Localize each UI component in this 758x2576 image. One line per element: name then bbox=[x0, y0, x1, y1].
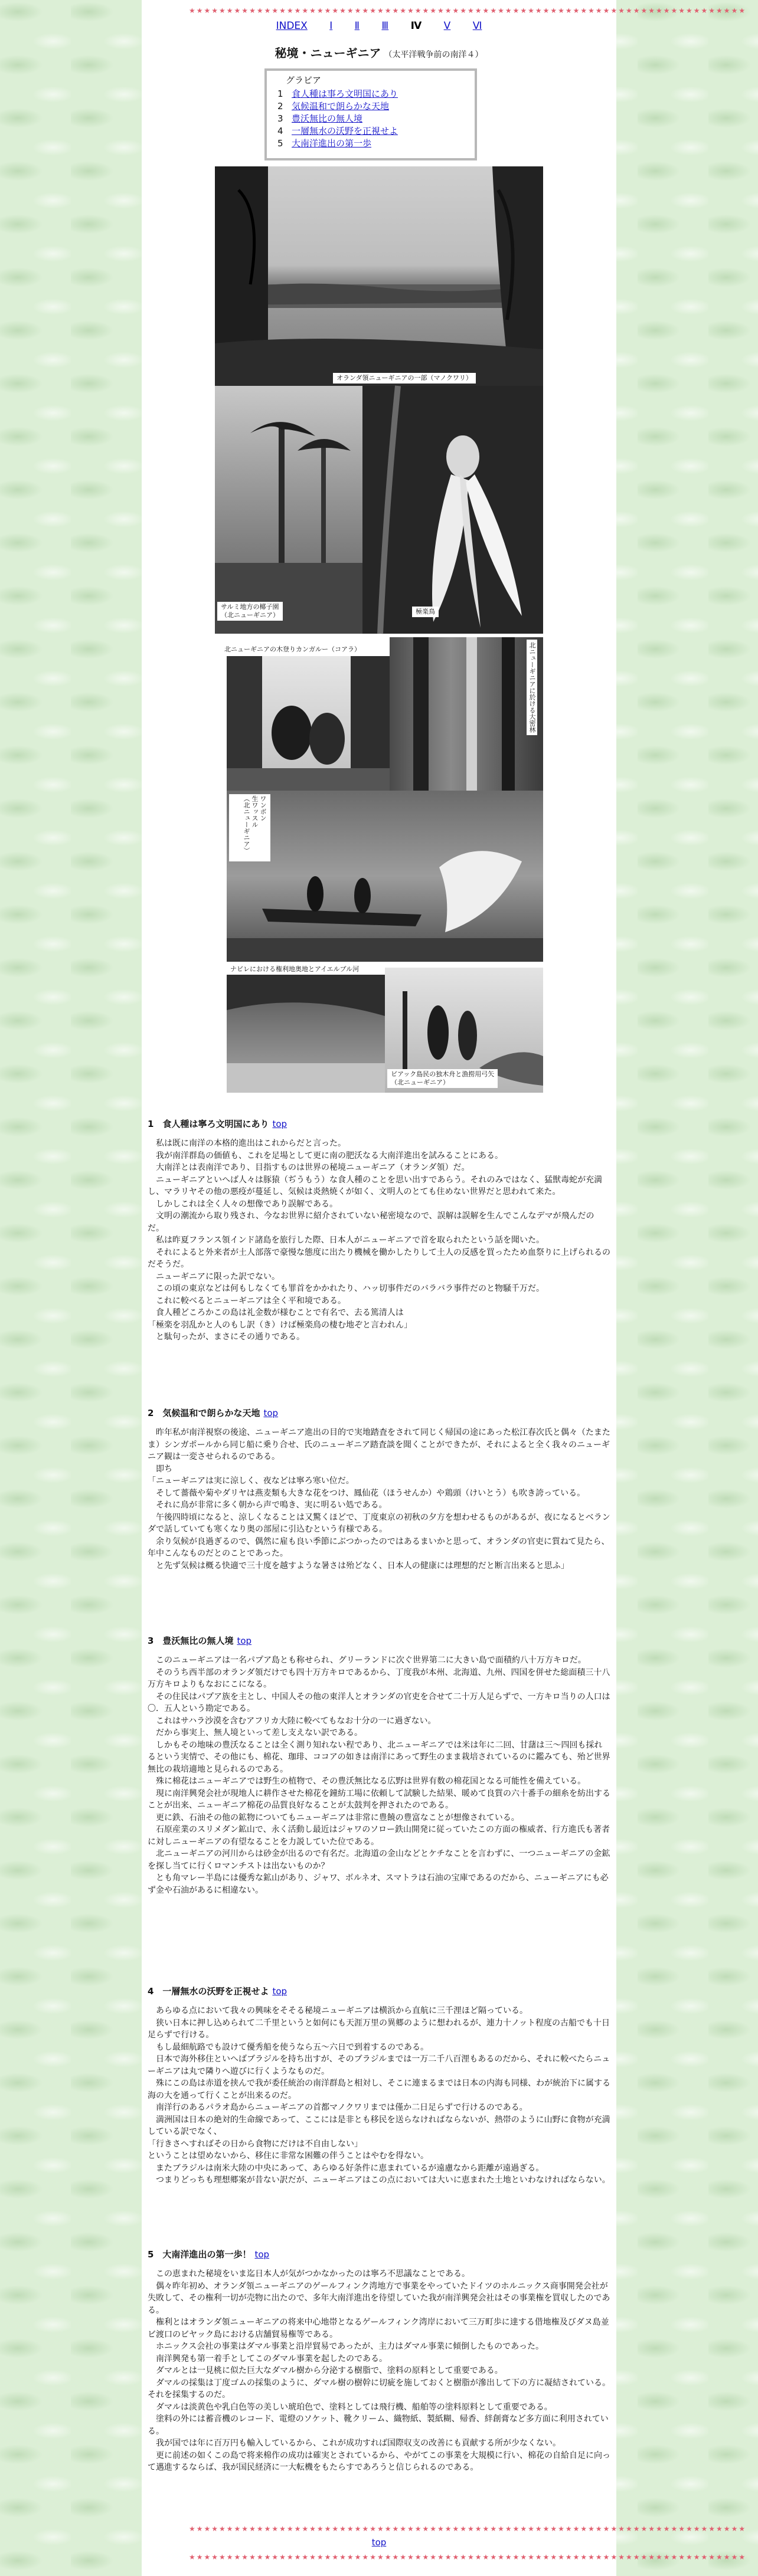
top-link[interactable]: top bbox=[272, 1986, 287, 1997]
paragraph: それに鳥が非常に多く朝から声で鳴き、実に明るい処である。 bbox=[148, 1500, 387, 1510]
paragraph: 「行きさへすればその日から食物にだけは不自由しない」 bbox=[148, 2139, 362, 2149]
page-title bbox=[142, 44, 616, 61]
paragraph: 石原産業のスリメダン鉱山で、永く活動し最近はジャワのソロー鉄山開発に従っていたこの方面の権威者、行方進氏も著者に対しニューギニアの有望なることを力説していた位である。 bbox=[148, 1825, 610, 1847]
photo-canoe-natives bbox=[227, 791, 543, 962]
toc-item bbox=[277, 113, 466, 125]
toc-caption: グラビア bbox=[286, 75, 322, 86]
toc-item bbox=[277, 137, 466, 150]
paragraph: 更に前述の如くこの島で将来棉作の成功は確実とされているから、やがてこの事業を大規模に行い、棉花の自給自足に向って邁進するならば、我が国民経済に一大転機をもたらすであろうと信じられるのである。 bbox=[148, 2450, 610, 2472]
river-photo-art bbox=[227, 975, 385, 1093]
paragraph: 日本で海外移住といへばブラジルを持ち出すが、そのブラジルまでは一万二千八百浬もあるのだから、それに較べたらニューギニアは丸で隣りへ遊びに行くようなものだ。 bbox=[148, 2054, 610, 2076]
section-title: 3 豊沃無比の無人境 bbox=[148, 1636, 234, 1646]
paragraph: 北ニューギニアの河川からは砂金が出るので有名だ。北海道の金山などとケチなことを言わずに、一つニューギニアの金鉱を探し当てに行くロマンチストは出ないものか？ bbox=[148, 1849, 610, 1871]
paragraph: 昨年私が南洋視察の後途、ニューギニア進出の目的で実地踏査をされて同じく帰国の途にあった松江春次氏と偶々（たまたま）シンガポールから同じ船に乗り合せ、氏のニューギニア踏査談を聞くことができたが、それによると全く我々のニューギニア観は一変させられるのである。 bbox=[148, 1428, 610, 1461]
top-link[interactable]: top bbox=[272, 1119, 287, 1129]
paragraph: 文明の潮流から取り残され、今なお世界に紹介されていない秘密境なので、誤解は誤解を生んでこんなデマが飛んだのだ。 bbox=[148, 1211, 594, 1233]
top-link[interactable]: top bbox=[263, 1408, 279, 1418]
photo-palm-plantation bbox=[215, 386, 362, 634]
toc-item-number: 3 bbox=[277, 113, 283, 124]
page-column bbox=[142, 0, 747, 2576]
canoe-photo-art bbox=[227, 791, 543, 962]
page-title-text: 秘境・ニューギニア bbox=[275, 46, 381, 60]
section-body-2 bbox=[148, 1427, 610, 1572]
section-body-5 bbox=[148, 2268, 610, 2474]
forest-photo-art bbox=[390, 637, 543, 791]
section-heading-1 bbox=[148, 1117, 287, 1130]
table-of-contents bbox=[264, 68, 477, 160]
section-heading-4 bbox=[148, 1985, 287, 1997]
paragraph: 食人種どころかこの島は礼金数が様むことで有名で、去る篤清人は bbox=[148, 1308, 404, 1318]
toc-item-number: 5 bbox=[277, 138, 283, 149]
section-body-1 bbox=[148, 1138, 610, 1343]
section-title: 4 一層無水の沃野を正視せよ bbox=[148, 1986, 269, 1997]
paragraph: ダマルとは一見桃に似た巨大なダマル樹から分泌する樹脂で、塗料の原料として重要である。 bbox=[148, 2366, 503, 2375]
photo-biak-islanders bbox=[385, 968, 543, 1093]
toc-item-number: 1 bbox=[277, 89, 283, 99]
photo-caption: 北ニューギニアの木登りカンガルー（コアラ） bbox=[224, 645, 361, 653]
section-heading-3 bbox=[148, 1634, 251, 1647]
paragraph: 「極楽を羽乱かと人のもし訳（き）けば極楽鳥の棲む地ぞと言われん」 bbox=[148, 1320, 412, 1330]
paragraph: 偶々昨年初め、オランダ領ニューギニアのゲールフィンク湾地方で事業をやっていたドイツのホルニックス商事開発会社が失敗して、その権利一切が売物に出たので、多年大南洋進出を待望していた我が南洋興発会社はその事業権を買収したのである。 bbox=[148, 2281, 610, 2315]
photo-harbour-manokwari bbox=[215, 166, 543, 386]
photo-dense-forest bbox=[390, 637, 543, 791]
paragraph: 殊にこの島は赤道を挟んで我が委任統治の南洋群島と相対し、そこに連まるまでは日本の内海も同様、わが統治下に属する海の大を通って行くことが出来るのだ。 bbox=[148, 2079, 610, 2100]
toc-link-4[interactable]: 一層無水の沃野を正視せよ bbox=[292, 126, 398, 136]
harbour-photo-art bbox=[215, 166, 543, 386]
nav-index-link[interactable]: INDEX bbox=[276, 20, 308, 32]
photo-bird-of-paradise bbox=[362, 386, 543, 634]
toc-item bbox=[277, 100, 466, 113]
paragraph: そのうち西半部のオランダ領だけでも四十万方キロであるから、丁度我が本州、北海道、九州、四国を併せた総面積三十八万方キロよりもなおにこになる。 bbox=[148, 1667, 610, 1689]
paragraph: ニューギニアといへば人々は豚猿（ぢうもう）な食人種のことを思い出すであらう。それのみではなく、猛獣毒蛇が充満し、マラリヤその他の悪疫が蔓延し、気候は炎熱焼くが如く、文明人のとても住めない世界だと思われて来た。 bbox=[148, 1175, 603, 1197]
paragraph: 私は昨夏フランス領インド諸島を旅行した際、日本人がニューギニアで首を取られたという話を聞いた。 bbox=[148, 1235, 544, 1245]
paragraph: またブラジルは南米大陸の中央にあって、あらゆる好条件に恵まれているが遠慮なから距離が遠過ぎる。 bbox=[148, 2163, 544, 2173]
nav-current-page: Ⅳ bbox=[410, 20, 422, 32]
paragraph: これはサハラ沙漠を含むアフリカ大陸に較べてもなお十分の一に過ぎない。 bbox=[148, 1716, 436, 1726]
toc-link-2[interactable]: 気候温和で朗らかな天地 bbox=[292, 101, 390, 112]
paragraph: 満洲国は日本の絶対的生命線であって、ここには是非とも移民を送らなければならないが、熱帯のように山野に食物が充満している訳でなく、 bbox=[148, 2115, 610, 2136]
toc-link-3[interactable]: 豊沃無比の無人境 bbox=[292, 113, 363, 124]
paragraph: 我が南洋群島の価値も、これを足場として更に南の肥沃なる大南洋進出を試みることにある。 bbox=[148, 1151, 503, 1161]
paragraph: そして薔薇や菊やダリヤは燕麦類も大きな花をつけ、鳳仙花（ほうせんか）や鶏頭（けいとう）も吹き誇っている。 bbox=[148, 1488, 586, 1498]
photo-river-village bbox=[227, 975, 385, 1093]
paragraph: だから事実上、無人境といって差し支えない訳である。 bbox=[148, 1728, 362, 1738]
toc-item bbox=[277, 125, 466, 137]
paragraph: 現に南洋興発会社が現地人に耕作させた棉花を鐘紡工場に依頼して試験した結果、暖めて良質の六十番手の細糸を紡出することが出来、ニューギニア棉花の品質良好なることが太鼓判を押されたのである。 bbox=[148, 1788, 610, 1810]
paragraph: 南洋行のあるパラオ島からニューギニアの首都マノクワリまでは僅か二日足らずで行けるのである。 bbox=[148, 2103, 528, 2112]
paragraph: とも角マレー半島には優秀な鉱山があり、ジャワ、ボルネオ、スマトラは石油の宝庫であるのだから、ニューギニアにも必ず金や石油があるに相違ない。 bbox=[148, 1873, 609, 1895]
toc-link-5[interactable]: 大南洋進出の第一歩 bbox=[292, 138, 372, 149]
paragraph: 余り気候が良過ぎるので、偶然に雇も良い季節にぶつかったのではあるまいかと思って、オランダの官吏に質ねて見たら、年中こんなものだとのことであった。 bbox=[148, 1536, 610, 1558]
paragraph: 権利とはオランダ領ニューギニアの将来中心地帯となるゲールフィンク湾岸において三万町歩に達する借地権及びダヌ島並ビ渡口のビヤック島における店舗貿易権等である。 bbox=[148, 2318, 609, 2339]
section-body-3 bbox=[148, 1654, 610, 1896]
paragraph: ということは望めないから、移住に非常な困難の伴うことはやむを得ない。 bbox=[148, 2151, 429, 2161]
paragraph: この恵まれた秘境をいま迄日本人が気がつかなかったのは寧ろ不思議なことである。 bbox=[148, 2269, 470, 2279]
toc-link-1[interactable]: 食人種は事ろ文明国にあり bbox=[292, 89, 398, 99]
paragraph: ダマルは淡黄色や乳白色等の美しい琥珀色で、塗料としては飛行機、船舶等の塗料原料として重要である。 bbox=[148, 2402, 553, 2412]
nav-link-2[interactable]: Ⅱ bbox=[354, 20, 360, 32]
photo-caption: ビアック島民の独木舟と漁撈用弓矢 （北ニューギニア） bbox=[387, 1069, 498, 1088]
nav-link-6[interactable]: Ⅵ bbox=[472, 20, 482, 32]
footer-top-link[interactable]: top bbox=[371, 2537, 387, 2548]
paragraph: しかしこれは全く人々の想像であり誤解である。 bbox=[148, 1199, 338, 1209]
paragraph: ニューギニアに限った訳でない。 bbox=[148, 1271, 280, 1282]
star-divider-footer: ★★★★★★★★★★★★★★★★★★★★★★★★★★★★★★★★★★★★★★★★★★★★★★★★★★★★★★★★★★★★★★★★★★★★★★★★★★ bbox=[189, 2553, 747, 2561]
palm-photo-art bbox=[215, 386, 362, 634]
paragraph: このニューギニアは一名パプア島とも称せられ、グリーランドに次ぐ世界第二に大きい島で面積約八十万方キロだ。 bbox=[148, 1656, 586, 1665]
photo-caption: オランダ領ニューギニアの一部（マノクワリ） bbox=[333, 373, 476, 384]
paragraph: その住民はパプア族を主とし、中国人その他の東洋人とオランダの官吏を合せて二十万人足らずで、一方キロ当りの人口は〇．五人という勘定である。 bbox=[148, 1692, 610, 1713]
section-heading-5 bbox=[148, 2248, 269, 2260]
photo-caption: 極楽鳥 bbox=[412, 607, 439, 617]
photo-caption: サルミ地方の椰子園 （北ニューギニア） bbox=[217, 602, 283, 621]
nav-link-5[interactable]: Ⅴ bbox=[443, 20, 451, 32]
nav-link-1[interactable]: Ⅰ bbox=[329, 20, 333, 32]
paragraph: ダマルの採集は丁度ゴムの採集のように、ダマル樹の樹幹に切疵を施しておくと樹脂が滲出して下の方に凝結されている。それを採集するのだ。 bbox=[148, 2378, 610, 2400]
paragraph: 即ち bbox=[148, 1464, 172, 1474]
photo-caption: ナビレにおける権利地奥地とアイエルブル河 bbox=[230, 965, 360, 973]
section-body-4 bbox=[148, 2005, 610, 2187]
photo-caption: 北ニューギニアに於ける大密林 bbox=[527, 640, 537, 735]
paragraph: あらゆる点において我々の興味をそそる秘境ニューギニアは横浜から直航に三千浬ほど隔っている。 bbox=[148, 2006, 528, 2015]
paragraph: 南洋興発も第一着手としてこのダマル事業を起したのである。 bbox=[148, 2354, 387, 2364]
section-title: 5 大南洋進出の第一歩！ bbox=[148, 2249, 251, 2260]
paragraph: もし最細航路でも設けて優秀船を使うなら五〜六日で到着するのである。 bbox=[148, 2042, 429, 2052]
toc-item-number: 2 bbox=[277, 101, 283, 112]
paragraph: と駄句ったが、まさにその通りである。 bbox=[148, 1332, 305, 1342]
photo-tree-kangaroo bbox=[227, 656, 390, 791]
paragraph: それによると外来者が土人部落で豪慢な態度に出たり機械を働かしたりして土人の反感を買ったため血祭りに上げられるのだそうだ。 bbox=[148, 1247, 610, 1269]
paragraph: つまりどっちも理想郷案が昔ない訳だが、ニューギニアはこの点においては大いに恵まれた土地といわなければならない。 bbox=[148, 2175, 610, 2185]
nav-bar bbox=[142, 20, 616, 32]
toc-item bbox=[277, 88, 466, 100]
paragraph: 私は既に南洋の本格的進出はこれからだと言った。 bbox=[148, 1139, 346, 1148]
paragraph: 午後四時頃になると、涼しくなることは又驚くほどで、丁度東京の初秋の夕方を想わせるものがあるが、夜になるとベランダで話していても寒くなり奥の部屋に引込むという有様である。 bbox=[148, 1512, 610, 1534]
section-heading-2 bbox=[148, 1407, 278, 1419]
paragraph: と先ず気候は概る快適で三十度を越すような暑さは殆どなく、日本人の健康には理想的だと断言出来ると思ふ」 bbox=[148, 1561, 569, 1571]
page-subtitle: （太平洋戦争前の南洋４） bbox=[384, 50, 483, 60]
footer-top-link-row bbox=[142, 2537, 616, 2548]
toc-item-number: 4 bbox=[277, 126, 283, 136]
top-link[interactable]: top bbox=[237, 1636, 252, 1646]
nav-link-3[interactable]: Ⅲ bbox=[381, 20, 389, 32]
star-divider-bottom: ★★★★★★★★★★★★★★★★★★★★★★★★★★★★★★★★★★★★★★★★★★★★★★★★★★★★★★★★★★★★★★★★★★★★★★★★★★ bbox=[189, 2525, 747, 2533]
paragraph: これに較べるとニューギニアは全く平和境である。 bbox=[148, 1296, 346, 1306]
kangaroo-photo-art bbox=[227, 656, 390, 791]
paragraph: 大南洋とは表南洋であり、目指すものは世界の秘境ニューギニア（オランダ領）だ。 bbox=[148, 1163, 470, 1172]
bird-photo-art bbox=[362, 386, 543, 634]
photo-caption: ワンボン 生ワッスル （北ニューギニア） bbox=[229, 794, 270, 861]
section-title: 1 食人種は寧ろ文明国にあり bbox=[148, 1119, 269, 1129]
star-divider-top: ★★★★★★★★★★★★★★★★★★★★★★★★★★★★★★★★★★★★★★★★★★★★★★★★★★★★★★★★★★★★★★★★★★★★★★★★★★ bbox=[189, 6, 747, 15]
section-title: 2 気候温和で朗らかな天地 bbox=[148, 1408, 260, 1418]
paragraph: 「ニューギニアは実に涼しく、夜などは寧ろ寒い位だ。 bbox=[148, 1476, 354, 1486]
paragraph: ホニックス会社の事業はダマル事業と沿岸貿易であったが、主力はダマル事業に傾倒したものであった。 bbox=[148, 2342, 544, 2351]
paragraph: 我が国では年に百万円も輸入しているから、これが成功すれば国際収支の改善にも貢献する所が少なくない。 bbox=[148, 2439, 561, 2448]
paragraph: 更に鉄、石油その他の鉱物についてもニューギニアは非常に豊饒の豊富なことが想像されている。 bbox=[148, 1813, 520, 1823]
paragraph: しかもその地味の豊沃なることは全く測り知れない程であり、北ニューギニアでは米は年に二回、甘藷は三〜四回も採れるという実情で、その他にも、棉花、珈琲、ココアの如きは南洋にあって野生のまま栽培されているのに鑑みても、殆ど世界無比の栽培適地と見られるのである。 bbox=[148, 1740, 610, 1774]
paragraph: 塗料の外には蓄音機のレコード、電燈のソケット、靴クリーム、織物紙、製紙糊、帰香、絆創膏など多方面に利用されている。 bbox=[148, 2414, 609, 2436]
paragraph: 狭い日本に押し込められて二千里というと如何にも天涯万里の異郷のように想われるが、連力十ノット程度の古船でも十日足らずで行ける。 bbox=[148, 2018, 610, 2040]
paragraph: 殊に棉花はニューギニアでは野生の植物で、その豊沃無比なる広野は世界有数の棉花国となる可能性を備えている。 bbox=[148, 1777, 586, 1786]
top-link[interactable]: top bbox=[254, 2249, 270, 2260]
paragraph: この頃の東京などは何もしなくても罪首をかかれたり、ハッ切事件だのバラバラ事件だのと物騒千万だ。 bbox=[148, 1284, 544, 1293]
